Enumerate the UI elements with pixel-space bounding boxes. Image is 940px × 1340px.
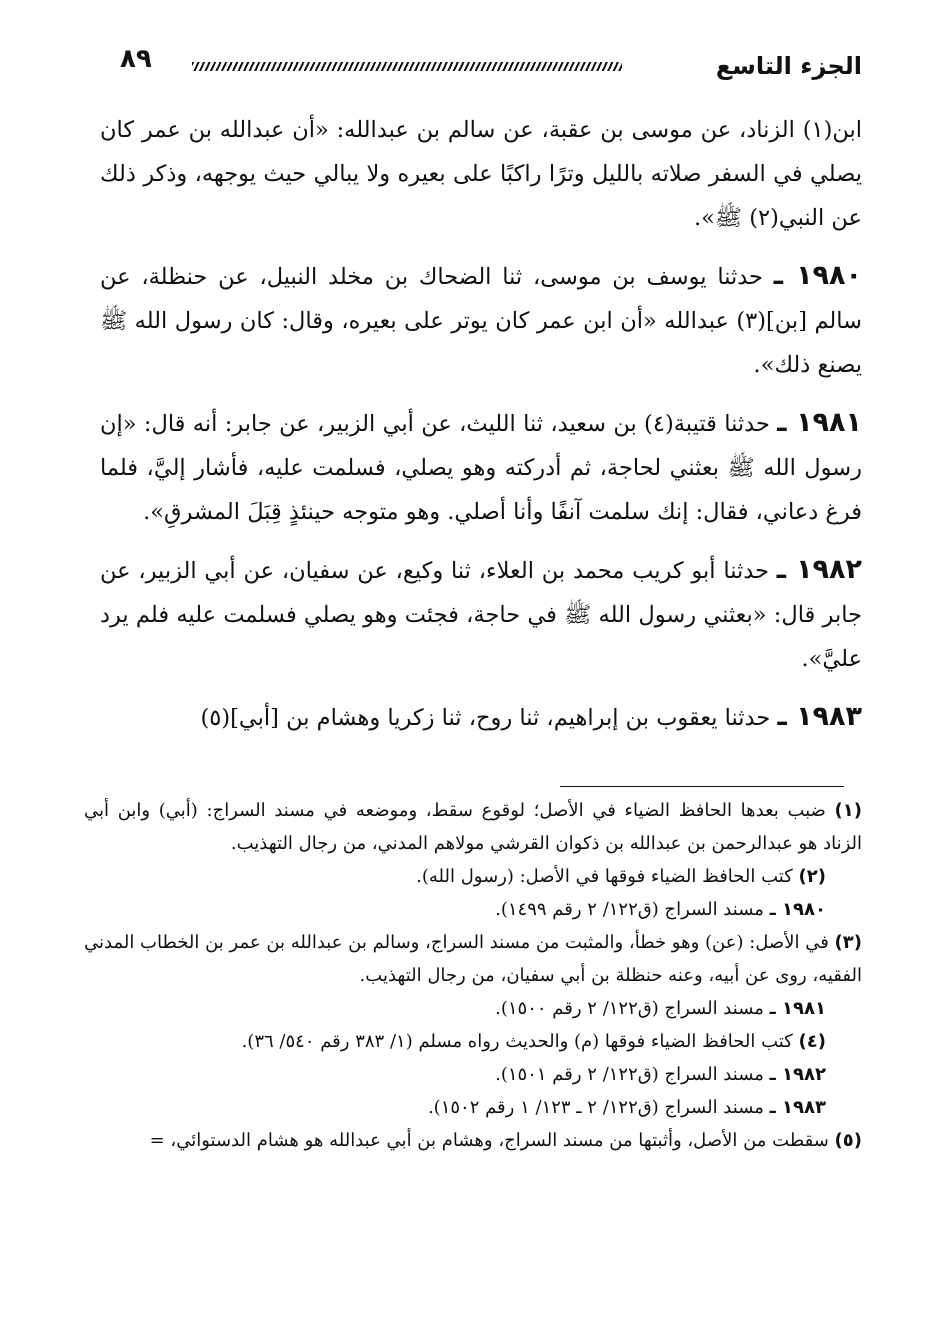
footnote-text: كتب الحافظ الضياء فوقها (م) والحديث رواه مسلم (١/ ٣٨٣ رقم ٥٤٠/ ٣٦). [241, 1031, 793, 1052]
footnote [84, 794, 862, 860]
footnote-number: ١٩٨٢ ـ [769, 1064, 826, 1085]
header-hatched-rule [192, 62, 622, 71]
hadith-paragraph [100, 401, 862, 534]
footnote [84, 860, 862, 893]
footnote-text: في الأصل: (عن) وهو خطأ، والمثبت من مسند السراج، وسالم بن عبدالله بن عمر بن الخطاب المدني الفقيه، روى عن أبيه، وعنه حنظلة بن أبي سفيان، من رجال التهذيب. [83, 932, 862, 986]
footnote-text: سقطت من الأصل، وأثبتها من مسند السراج، وهشام بن أبي عبدالله هو هشام الدستوائي، = [149, 1130, 829, 1151]
hadith-paragraph [100, 695, 862, 740]
hadith-paragraph [100, 548, 862, 681]
footnote-text: مسند السراج (ق١٢٢/ ٢ رقم ١٥٠١). [495, 1064, 764, 1085]
footnote-separator [560, 786, 844, 787]
footnote-text: مسند السراج (ق١٢٢/ ٢ رقم ١٤٩٩). [495, 899, 764, 920]
hadith-paragraph [100, 254, 862, 387]
hadith-text: حدثنا يعقوب بن إبراهيم، ثنا روح، ثنا زكريا وهشام بن [أبي](٥) [200, 705, 771, 731]
hadith-text: ابن(١) الزناد، عن موسى بن عقبة، عن سالم بن عبدالله: «أن عبدالله بن عمر كان يصلي في السفر صلاته بالليل وترًا راكبًا على بعيره ولا يبالي حيث يوجهه، وذكر ذلك عن النبي(٢) ﷺ». [100, 117, 862, 231]
footnotes [84, 794, 862, 1157]
footnote-number: (١) [834, 800, 862, 821]
footnote-text: ضبب بعدها الحافظ الضياء في الأصل؛ لوقوع سقط، وموضعه في مسند السراج: (أبي) وابن أبي الزناد هو عبدالرحمن بن عبدالله بن ذكوان القرشي مولاهم المدني، من رجال التهذيب. [84, 800, 862, 854]
footnote-text: مسند السراج (ق١٢٢/ ٢ ـ ١٢٣/ ١ رقم ١٥٠٢). [427, 1097, 764, 1118]
footnote-number: ١٩٨٠ ـ [769, 899, 826, 920]
footnote [84, 1058, 862, 1091]
footnote-number: (٣) [834, 932, 862, 953]
hadith-text: حدثنا أبو كريب محمد بن العلاء، ثنا وكيع، عن سفيان، عن أبي الزبير، عن جابر قال: «بعثني رسول الله ﷺ في حاجة، فجئت وهو يصلي فسلمت عليه فلم يرد عليَّ». [100, 558, 862, 672]
hadith-text: حدثنا قتيبة(٤) بن سعيد، ثنا الليث، عن أبي الزبير، عن جابر: أنه قال: «إن رسول الله ﷺ بعثني لحاجة، ثم أدركته وهو يصلي، فسلمت عليه، فأشار إليَّ، فلما فرغ دعاني، فقال: إنك سلمت آنفًا وأنا أصلي. وهو متوجه حينئذٍ قِبَلَ المشرقِ». [100, 411, 862, 525]
footnote [84, 926, 862, 992]
footnote-number: (٤) [798, 1031, 826, 1052]
page-header [100, 40, 862, 84]
footnote-text: مسند السراج (ق١٢٢/ ٢ رقم ١٥٠٠). [495, 998, 764, 1019]
main-text [100, 108, 862, 754]
footnote [84, 1124, 862, 1157]
hadith-text: حدثنا يوسف بن موسى، ثنا الضحاك بن مخلد النبيل، عن حنظلة، عن سالم [بن](٣) عبدالله «أن ابن عمر كان يوتر على بعيره، وقال: كان رسول الله ﷺ يصنع ذلك». [100, 264, 862, 378]
footnote-number: ١٩٨١ ـ [769, 998, 826, 1019]
footnote-text: كتب الحافظ الضياء فوقها في الأصل: (رسول الله). [416, 866, 793, 887]
footnote-number: (٥) [834, 1130, 862, 1151]
hadith-number: ١٩٨٢ ـ [776, 554, 862, 585]
hadith-paragraph [100, 108, 862, 240]
footnote [84, 893, 862, 926]
running-title: الجزء التاسع [715, 52, 862, 80]
footnote [84, 992, 862, 1025]
footnote [84, 1091, 862, 1124]
hadith-number: ١٩٨١ ـ [777, 407, 862, 438]
page-number: ٨٩ [120, 44, 152, 74]
footnote-number: ١٩٨٣ ـ [769, 1097, 826, 1118]
hadith-number: ١٩٨٠ ـ [773, 260, 862, 291]
footnote [84, 1025, 862, 1058]
footnote-number: (٢) [798, 866, 826, 887]
hadith-number: ١٩٨٣ ـ [777, 701, 862, 732]
